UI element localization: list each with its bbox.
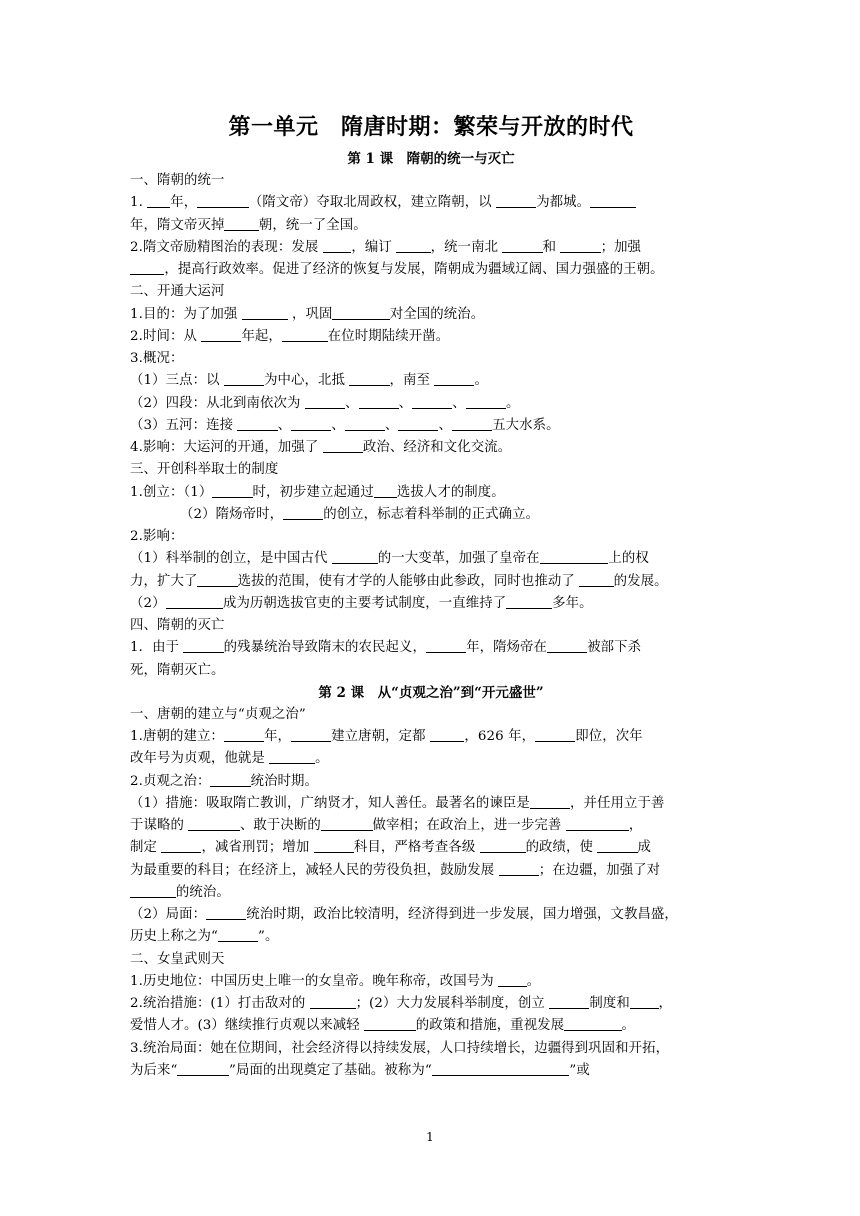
- text-run: 。: [621, 1018, 636, 1034]
- text-run: 二、女皇武则天: [130, 951, 225, 967]
- answer-blank[interactable]: [332, 306, 389, 320]
- text-run: 。: [315, 751, 329, 767]
- text-line: [130, 971, 732, 993]
- unit-title: 第一单元 隋唐时期：繁荣与开放的时代: [228, 114, 634, 140]
- answer-blank[interactable]: [310, 995, 356, 1009]
- text-run: 的残暴统治导致隋末的农民起义，: [223, 640, 426, 656]
- text-line: [130, 1015, 732, 1037]
- answer-blank[interactable]: [283, 506, 323, 520]
- answer-blank[interactable]: [291, 417, 331, 431]
- answer-blank[interactable]: [540, 550, 609, 564]
- text-run: 上的权: [608, 551, 649, 567]
- answer-blank[interactable]: [323, 239, 352, 253]
- text-run: 二、开通大运河: [130, 284, 225, 300]
- text-run: 的统治。: [175, 884, 230, 900]
- answer-blank[interactable]: [396, 239, 430, 253]
- answer-blank[interactable]: [530, 795, 570, 809]
- text-run: 3.概况：: [130, 351, 184, 366]
- answer-blank[interactable]: [224, 728, 264, 742]
- text-run: ”或: [569, 1062, 590, 1078]
- text-run: 制度和: [589, 996, 630, 1011]
- answer-blank[interactable]: [197, 573, 237, 587]
- text-line: [130, 571, 732, 593]
- text-run: （2）局面：: [130, 907, 207, 922]
- page-content: [130, 112, 732, 1082]
- text-run: 为后来“: [130, 1062, 178, 1078]
- answer-blank[interactable]: [535, 728, 575, 742]
- text-run: （2）隋炀帝时，: [180, 506, 284, 522]
- answer-blank[interactable]: [332, 550, 378, 564]
- text-run: 时，初步建立起通过: [252, 484, 374, 500]
- text-run: ；(2）大力发展科举制度，创立: [355, 996, 550, 1011]
- text-run: （1）三点：以: [130, 373, 224, 389]
- text-line: [130, 860, 732, 882]
- text-run: 死，隋朝灭亡。: [130, 662, 225, 678]
- text-run: ；加强: [600, 239, 642, 255]
- text-run: 、: [345, 395, 359, 411]
- text-run: 统治时期，政治比较清明，经济得到进一步发展，国力增强，文教昌盛，: [246, 907, 678, 922]
- text-line: [130, 237, 732, 259]
- text-run: 一、唐朝的建立与“贞观之治”: [130, 706, 306, 722]
- text-run: 年起，: [241, 328, 282, 344]
- text-run: （1）措施：吸取隋亡教训，广纳贤才，知人善任。最著名的谏臣是: [130, 795, 530, 811]
- text-run: 选拔人才的制度。: [396, 484, 505, 500]
- answer-blank[interactable]: [224, 372, 264, 386]
- text-run: （2）: [130, 595, 166, 611]
- text-run: ，南至: [389, 373, 435, 389]
- text-run: 建立唐朝，定都: [331, 729, 430, 744]
- text-run: 年，隋炀帝在: [466, 640, 548, 656]
- text-run: 为都城。: [536, 195, 591, 211]
- text-run: 选拔的范围，使有才学的人能够由此参政，同时也推动了: [237, 573, 580, 589]
- lesson-1-body: [130, 170, 732, 682]
- text-run: （1）科举制的创立，是中国古代: [130, 551, 332, 567]
- text-run: 年，隋文帝灭掉: [130, 217, 225, 233]
- text-line: [130, 748, 732, 770]
- text-run: 4.影响：大运河的开通，加强了: [130, 440, 323, 455]
- text-run: ，: [658, 996, 673, 1011]
- answer-blank[interactable]: [130, 261, 164, 275]
- answer-blank[interactable]: [498, 973, 527, 987]
- answer-blank[interactable]: [499, 862, 539, 876]
- text-line: [130, 393, 732, 415]
- lesson-2-heading: 第 2 课 从“贞观之治”到“开元盛世”: [318, 684, 544, 701]
- answer-blank[interactable]: [564, 1017, 621, 1031]
- text-run: 1.: [130, 195, 148, 211]
- lesson-1-heading: 第 1 课 隋朝的统一与灭亡: [347, 151, 515, 167]
- text-run: ，编订: [351, 239, 397, 255]
- text-run: 年，: [170, 195, 198, 211]
- text-run: ，并任用立于善: [570, 795, 665, 811]
- answer-blank[interactable]: [502, 239, 542, 253]
- text-line: [130, 459, 732, 481]
- text-run: ，减省刑罚；增加: [201, 840, 314, 856]
- text-run: 力，扩大了: [130, 573, 198, 589]
- text-line: [130, 949, 732, 971]
- text-run: 政治、经济和文化交流。: [362, 440, 512, 455]
- answer-blank[interactable]: [480, 839, 526, 853]
- text-line: [130, 837, 732, 859]
- text-line: [130, 593, 732, 615]
- answer-blank[interactable]: [566, 817, 629, 831]
- text-line: [130, 882, 732, 904]
- answer-blank[interactable]: [398, 417, 438, 431]
- text-run: 1.唐朝的建立：: [130, 729, 224, 744]
- answer-blank[interactable]: [224, 217, 258, 231]
- text-run: 成为历朝选拔官吏的主要考试制度，一直维持了: [222, 595, 507, 611]
- answer-blank[interactable]: [374, 484, 397, 498]
- answer-blank[interactable]: [506, 595, 552, 609]
- answer-blank[interactable]: [130, 884, 176, 898]
- text-run: 、: [398, 395, 413, 411]
- text-run: 1.历史地位：中国历史上唯一的女皇帝。晚年称帝，改国号为: [130, 973, 499, 989]
- text-run: ，统一南北: [430, 239, 503, 255]
- text-run: 一、隋朝的统一: [130, 173, 225, 188]
- text-line: [130, 771, 732, 793]
- text-line: [130, 1060, 732, 1082]
- text-line: [130, 926, 732, 948]
- lesson-2-body: [130, 704, 732, 1082]
- text-run: 历史上称之为“: [130, 929, 218, 945]
- text-line: [130, 192, 732, 214]
- text-run: 对全国的统治。: [389, 306, 485, 322]
- text-line: [130, 415, 732, 437]
- text-line: [130, 348, 732, 370]
- text-run: 为最重要的科目；在经济上，减轻人民的劳役负担，鼓励发展: [130, 862, 499, 878]
- text-run: 。: [474, 373, 488, 389]
- page-number: 1: [426, 1130, 434, 1144]
- text-line: [130, 904, 732, 926]
- text-run: 、: [438, 417, 452, 433]
- answer-blank[interactable]: [177, 1062, 229, 1076]
- text-run: 爱惜人才。(3）继续推行贞观以来减轻: [130, 1018, 365, 1034]
- answer-blank[interactable]: [210, 773, 250, 787]
- text-run: 即位，次年: [575, 729, 643, 744]
- answer-blank[interactable]: [466, 395, 506, 409]
- text-line: [130, 726, 732, 748]
- text-run: （2）四段：从北到南依次为: [130, 395, 305, 411]
- answer-blank[interactable]: [305, 395, 345, 409]
- text-run: 为中心，北抵: [264, 373, 350, 389]
- text-run: 2.影响：: [130, 529, 184, 544]
- answer-blank[interactable]: [147, 194, 170, 208]
- text-line: [130, 504, 732, 526]
- text-run: 2.贞观之治：: [130, 773, 211, 789]
- text-run: 多年。: [552, 595, 593, 611]
- answer-blank[interactable]: [496, 194, 536, 208]
- text-run: 、: [384, 417, 399, 433]
- text-line: [130, 704, 732, 726]
- answer-blank[interactable]: [197, 194, 249, 208]
- answer-blank[interactable]: [212, 484, 252, 498]
- answer-blank[interactable]: [166, 595, 223, 609]
- text-run: （3）五河：连接: [130, 417, 238, 433]
- text-run: 、: [277, 417, 292, 433]
- text-run: 1.创立：（1）: [130, 484, 213, 500]
- answer-blank[interactable]: [321, 817, 373, 831]
- answer-blank[interactable]: [452, 417, 492, 431]
- answer-blank[interactable]: [590, 194, 636, 208]
- answer-blank[interactable]: [579, 573, 613, 587]
- text-run: 的一大变革，加强了皇帝在: [377, 551, 540, 567]
- text-run: 科目，严格考查各级: [353, 840, 480, 856]
- text-run: 2.统治措施：(1）打击敌对的: [130, 996, 310, 1011]
- text-run: 四、隋朝的灭亡: [130, 618, 225, 633]
- text-run: 做宰相；在政治上，进一步完善: [372, 818, 566, 833]
- text-line: [130, 326, 732, 348]
- answer-blank[interactable]: [597, 839, 637, 853]
- text-line: [130, 370, 732, 392]
- answer-blank[interactable]: [291, 728, 331, 742]
- answer-blank[interactable]: [242, 306, 288, 320]
- answer-blank[interactable]: [237, 417, 277, 431]
- text-line: [130, 660, 732, 682]
- text-line: [130, 526, 732, 548]
- text-run: 被部下杀: [587, 640, 642, 656]
- answer-blank[interactable]: [183, 639, 223, 653]
- text-run: ，626 年，: [464, 729, 536, 744]
- text-run: 3.统治局面：她在位期间，社会经济得以持续发展，人口持续增长，边疆得到巩固和开拓，: [130, 1040, 670, 1056]
- text-run: 的发展。: [613, 573, 668, 589]
- text-run: 的政绩，使: [525, 840, 598, 856]
- text-line: [130, 993, 732, 1015]
- text-line: [130, 548, 732, 570]
- answer-blank[interactable]: [430, 728, 464, 742]
- text-run: 于谋略的: [130, 818, 189, 833]
- text-run: 在位时期陆续开凿。: [327, 328, 450, 344]
- text-run: ；在边疆，加强了对: [538, 862, 661, 878]
- text-run: 1．由于: [130, 640, 184, 656]
- text-run: 改年号为贞观，他就是: [130, 751, 270, 767]
- answer-blank[interactable]: [432, 1062, 570, 1076]
- answer-blank[interactable]: [426, 639, 466, 653]
- answer-blank[interactable]: [345, 417, 385, 431]
- answer-blank[interactable]: [434, 372, 474, 386]
- text-run: 五大水系。: [492, 417, 560, 433]
- text-line: [130, 281, 732, 303]
- text-run: 。: [526, 973, 541, 989]
- text-run: 、: [452, 395, 466, 411]
- answer-blank[interactable]: [364, 1017, 416, 1031]
- answer-blank[interactable]: [269, 750, 315, 764]
- answer-blank[interactable]: [201, 328, 241, 342]
- text-run: ，: [628, 818, 643, 833]
- text-run: 2.时间：从: [130, 328, 202, 344]
- text-run: ”。: [258, 929, 279, 945]
- answer-blank[interactable]: [349, 372, 389, 386]
- text-run: 的政策和措施，重视发展: [415, 1018, 565, 1034]
- text-run: 的创立，标志着科举制的正式确立。: [323, 506, 540, 522]
- text-run: 2.隋文帝励精图治的表现：发展: [130, 239, 323, 255]
- answer-blank[interactable]: [314, 839, 354, 853]
- text-line: [130, 793, 732, 815]
- text-line: [130, 170, 732, 192]
- answer-blank[interactable]: [560, 239, 600, 253]
- answer-blank[interactable]: [282, 328, 328, 342]
- text-run: 制定: [130, 840, 162, 856]
- text-run: 。: [505, 395, 520, 411]
- text-run: 成: [637, 840, 652, 856]
- text-run: 1.目的：为了加强: [130, 306, 242, 322]
- text-line: [130, 304, 732, 326]
- answer-blank[interactable]: [161, 839, 201, 853]
- text-line: [130, 437, 732, 459]
- text-line: [130, 637, 732, 659]
- answer-blank[interactable]: [323, 439, 363, 453]
- text-run: 三、开创科举取士的制度: [130, 462, 279, 478]
- text-run: 统治时期。: [250, 773, 319, 789]
- text-line: [130, 1038, 732, 1060]
- answer-blank[interactable]: [549, 995, 589, 1009]
- text-line: [130, 215, 732, 237]
- text-run: 朝，统一了全国。: [258, 217, 367, 233]
- text-run: ”局面的出现奠定了基础。被称为“: [229, 1062, 432, 1078]
- text-run: 、: [331, 417, 345, 433]
- answer-blank[interactable]: [547, 639, 587, 653]
- text-run: 、敢于决断的: [239, 818, 321, 833]
- text-run: ，巩固: [287, 306, 333, 322]
- text-run: ，提高行政效率。促进了经济的恢复与发展，隋朝成为疆域辽阔、国力强盛的王朝。: [164, 262, 664, 277]
- text-line: [130, 259, 732, 281]
- text-run: （隋文帝）夺取北周政权，建立隋朝，以: [248, 195, 497, 211]
- text-line: [130, 482, 732, 504]
- text-line: [130, 615, 732, 637]
- text-run: 年，: [264, 729, 292, 744]
- answer-blank[interactable]: [206, 906, 246, 920]
- answer-blank[interactable]: [188, 817, 240, 831]
- answer-blank[interactable]: [218, 928, 258, 942]
- answer-blank[interactable]: [359, 395, 399, 409]
- text-line: [130, 815, 732, 837]
- answer-blank[interactable]: [412, 395, 452, 409]
- answer-blank[interactable]: [630, 995, 659, 1009]
- text-run: 和: [542, 239, 561, 255]
